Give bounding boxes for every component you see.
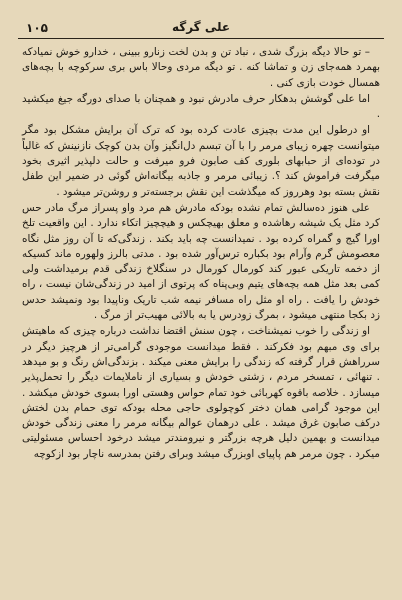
body-text [18, 45, 384, 462]
page-number: ۱۰۵ [26, 21, 48, 35]
running-title: علی گرگه [171, 20, 231, 34]
page-header [18, 18, 384, 39]
paragraph: علی هنوز ده‌سالش تمام نشده بودکه مادرش هم مرد واو پسراز مرگ مادر حس کرد مثل یک شیشه رهاشده و معلق بهیچکس و هیچچیز اتکاء ندارد . این واقعیت تلخ اورا گیج و گمراه کرده بود . نمیدانست چه باید بکند . زندگی‌که تا آن روز مثل نگاه معصومش گرم وآرام بود بکباره ترس‌آور شده بود . مدتی بالرز ولهوره ماند کسیکه از دخمه تاریکی عبور کند کورمال کورمال در سنگلاخ زندگی قدم برمیداشت ولی کمی بعد مثل همه بچه‌های یتیم وبی‌پناه که پرتوی از امید در زندگی‌شان نیست ، راه خودش را یافت . راه او مثل راه مسافر نیمه شب تاریک وناپیدا بود ونمیشد حدس زد بکجا منتهی میشود ، بمرگ زودرس یا به بالائی مهیب‌تر از مرگ . [22, 201, 380, 322]
paragraph: او زندگی را خوب نمیشناخت ، چون سنش اقتضا نداشت درباره چیزی که ماهیتش برای وی مبهم بود فکرکند . فقط میدانست موجودی گرامی‌تر از هرچیز دیگر در سرراهش قرار گرفته که زندگی را برایش معنی میکند . بزندگی‌اش رنگ و بو میدهد . تنهائی ، تمسخر مردم ، زشتی خودش و بسیاری از ناملایمات دیگر را تحمل‌پذیر میسازد . خلاصه باقوه کهربائی خود تمام حواس وهستی اورا بسوی خودش میکشد . این موجود گرامی همان دختر کوچولوی حاجی محله بودکه توی حمام بدن لختش درکف صابون غرق میشد . علی درهمان عوالم بیگانه مرمر را معنی زندگی خودش میدانست و بهمین دلیل هرچه بزرگتر و نیرومندتر میشد درخود احساس مسئولیتی میکرد . چون مرمر هم پاپیای اوبزرگ میشد وبرای رفتن بمدرسه ناچار بود ازکوچه [22, 325, 380, 460]
paragraph: – تو حالا دیگه بزرگ شدی ، نباد تن و بدن لخت زنارو ببینی ، خدارو خوش نمیادکه بهمرد همه‌جای زن و تماشا کنه . تو دیگه مردی وحالا باس بری سرکوچه با بچه‌های همسال خودت بازی کنی . [22, 46, 380, 89]
paragraph: اما علی گوشش بدهکار حرف مادرش نبود و همچنان با صدای دورگه جیغ میکشید . [22, 92, 380, 121]
paragraph: او درطول این مدت بچیزی عادت کرده بود که ترک آن برایش مشکل بود مگر میتوانست چهره زیبای مرمر را با آن تبسم دل‌انگیز وآن بدن کوچک نازنینش که غالباً در توده‌ای از حبابهای بلوری کف صابون فرو میرفت و حالت دلپذیر اثیری بخود میگرفت فراموش کند ؟. زیبائی مرمر و جاذبه بیگانه‌اش گوئی در ضمیر این طفل نقش بسته بود وهرروز که میگذشت این نقش برجسته‌تر و روشن‌تر میشود . [22, 124, 380, 198]
